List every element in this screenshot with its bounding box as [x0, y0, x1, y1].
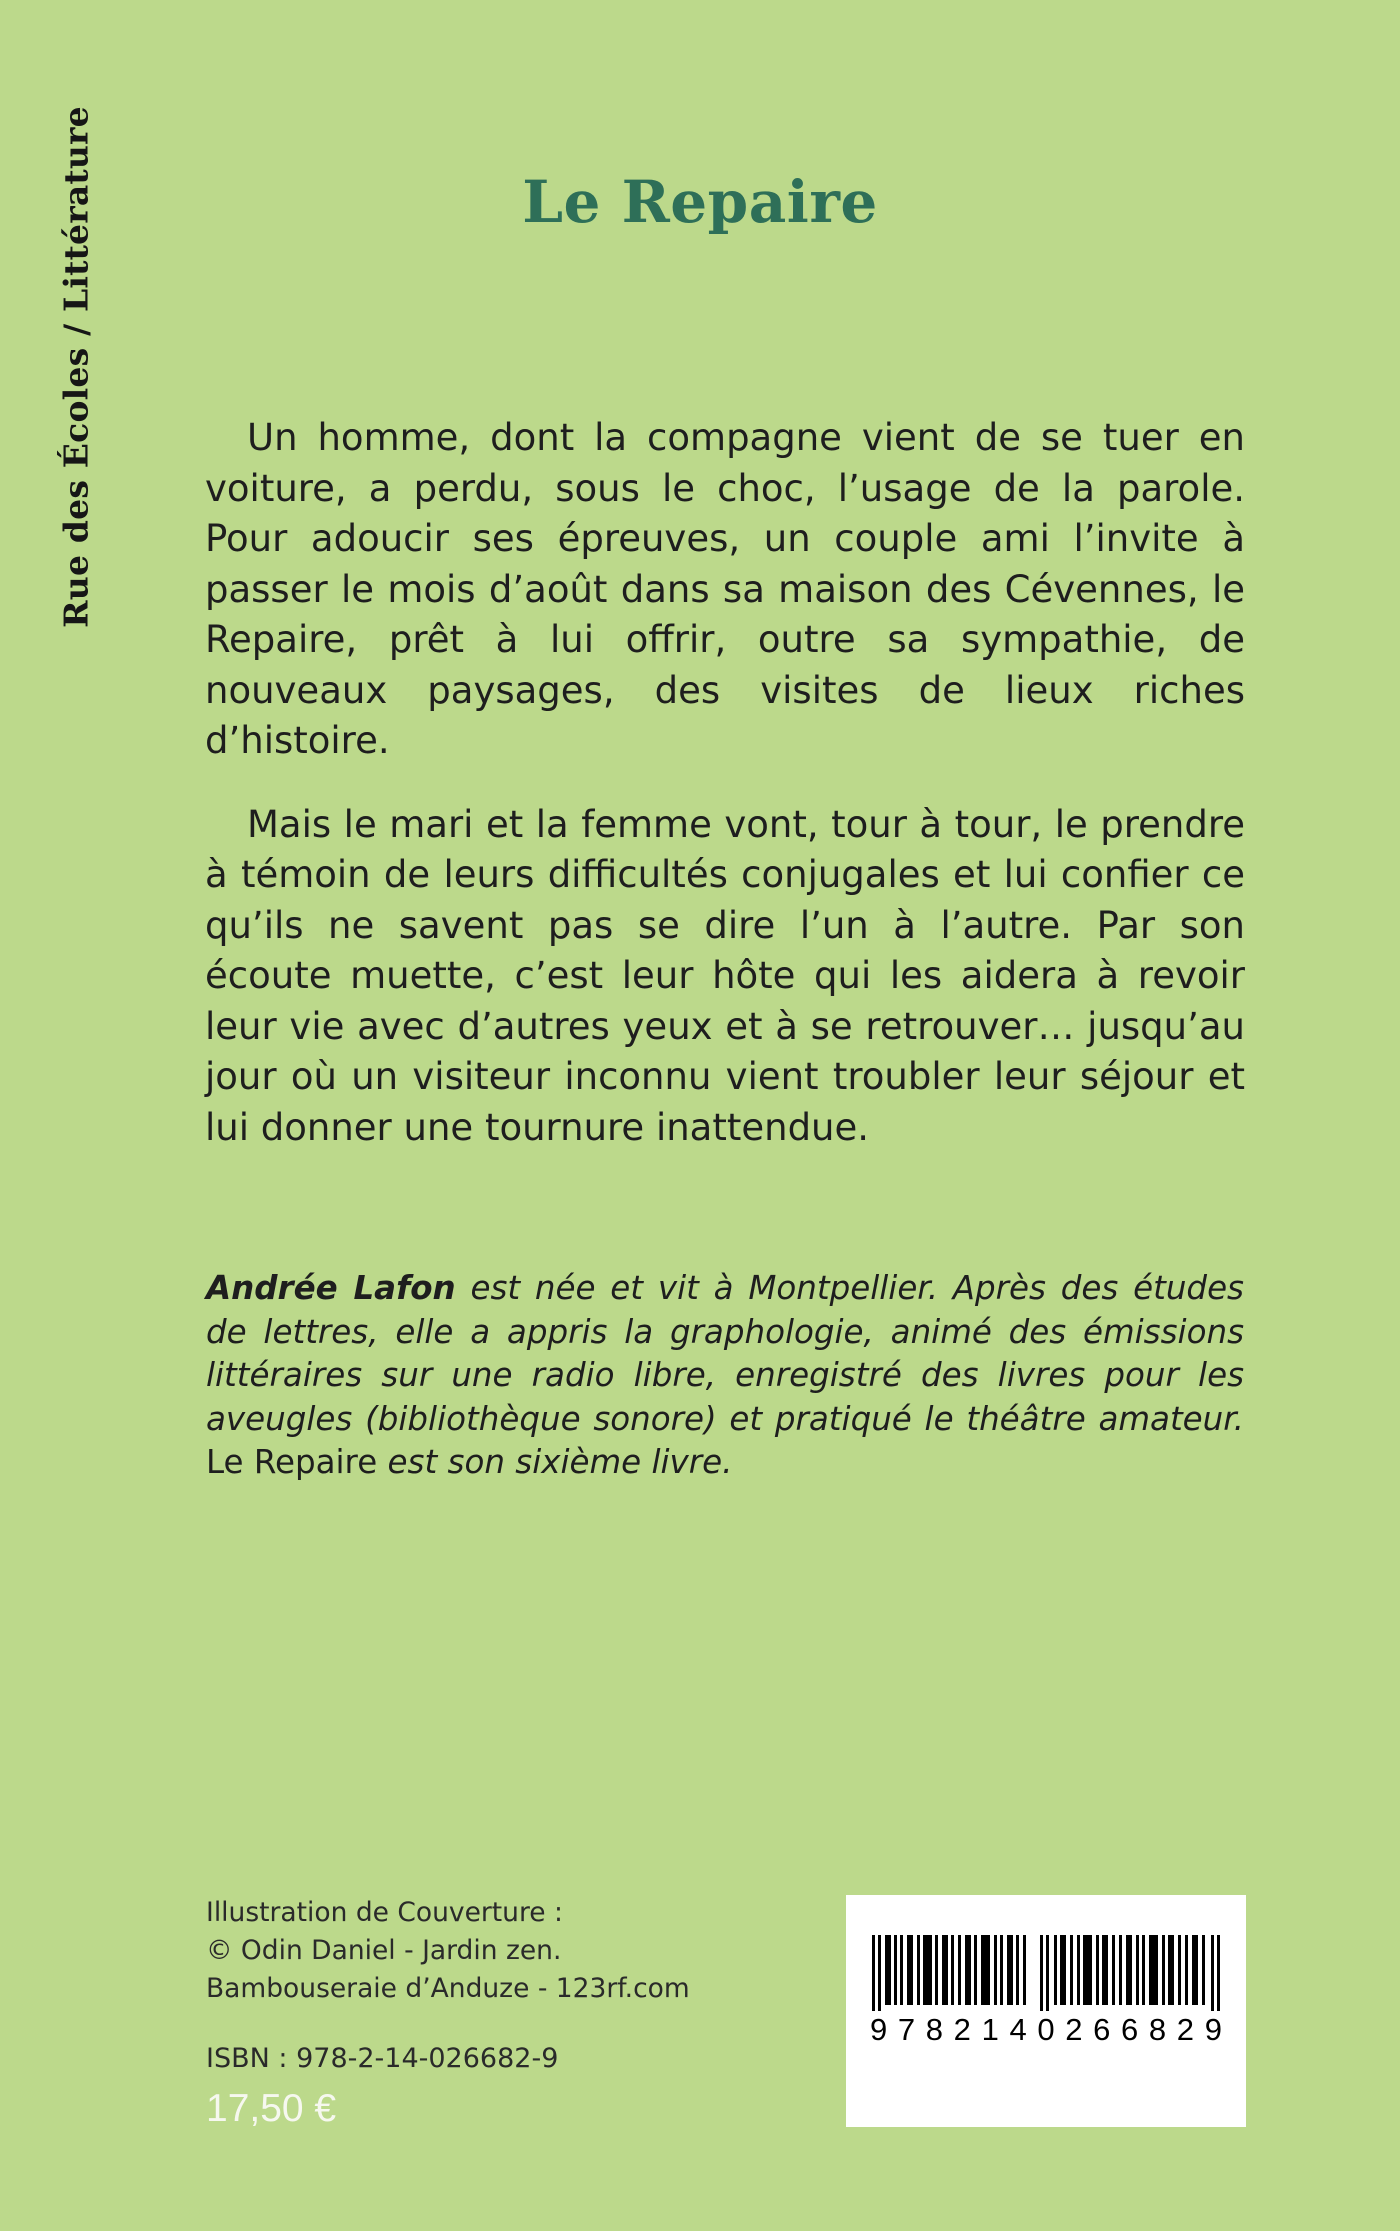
book-summary — [205, 413, 1245, 1186]
spine-collection-label — [42, 98, 110, 636]
barcode-digit: 9 — [870, 2012, 888, 2047]
summary-paragraph: Un homme, dont la compagne vient de se tuer en voiture, a perdu, sous le choc, l’usage de la parole. Pour adoucir ses épreuves, un couple ami l’invite à passer le mois d’août dans sa maison des Cévennes, le Repaire, prêt à lui offrir, outre sa sympathie, de nouveaux paysages, des visites de lieux riches d’histoire. — [205, 416, 1245, 762]
barcode-digit: 1 — [981, 2012, 999, 2047]
barcode-digit: 2 — [1176, 2012, 1195, 2047]
author-bio — [206, 1267, 1244, 1485]
author-name: Andrée Lafon — [206, 1269, 456, 1307]
credit-line: Bambouseraie d’Anduze - 123rf.com — [206, 1973, 690, 2004]
barcode-digit: 2 — [1065, 2012, 1083, 2047]
credit-line: © Odin Daniel - Jardin zen. — [206, 1935, 562, 1966]
barcode-digit: 6 — [1121, 2012, 1139, 2047]
credit-line: Illustration de Couverture : — [206, 1897, 563, 1928]
collection-name: Rue des Écoles / Littérature — [56, 106, 96, 628]
barcode-icon — [870, 1935, 1222, 2011]
barcode-digit: 9 — [1204, 2012, 1222, 2047]
barcode-digit: 8 — [1148, 2012, 1167, 2047]
author-bio-closing: est son sixième livre. — [377, 1443, 733, 1481]
barcode-digit: 2 — [953, 2012, 971, 2047]
barcode-digits — [870, 2012, 1222, 2048]
illustration-credits — [206, 1894, 690, 2008]
barcode-digit: 6 — [1093, 2012, 1111, 2047]
summary-paragraph: Mais le mari et la femme vont, tour à tour, le prendre à témoin de leurs difficultés conjugales et lui confier ce qu’ils ne savent pas se dire l’un à l’autre. Par son écoute muette, c’est leur hôte qui les aidera à revoir leur vie avec d’autres yeux et à se retrouver… jusqu’au jour où un visiteur inconnu vient troubler leur séjour et lui donner une tournure inattendue. — [205, 802, 1245, 1149]
author-bio-book-title: Le Repaire — [206, 1443, 378, 1481]
barcode-digit: 8 — [925, 2012, 944, 2047]
price-label: 17,50 € — [206, 2087, 337, 2130]
barcode-panel — [846, 1895, 1246, 2127]
isbn-number: ISBN : 978-2-14-026682-9 — [206, 2043, 559, 2074]
author-bio-text: est née et vit à Montpellier. Après des études de lettres, elle a appris la graphologie, animé des émissions littéraires sur une radio libre, enregistré des livres pour les aveugles (bibliothèque sonore) et pratiqué le théâtre amateur. — [206, 1269, 1244, 1438]
book-title: Le Repaire — [522, 168, 878, 236]
barcode-digit: 0 — [1037, 2012, 1055, 2047]
barcode-digit: 4 — [1009, 2012, 1027, 2047]
barcode-digit: 7 — [897, 2012, 916, 2047]
